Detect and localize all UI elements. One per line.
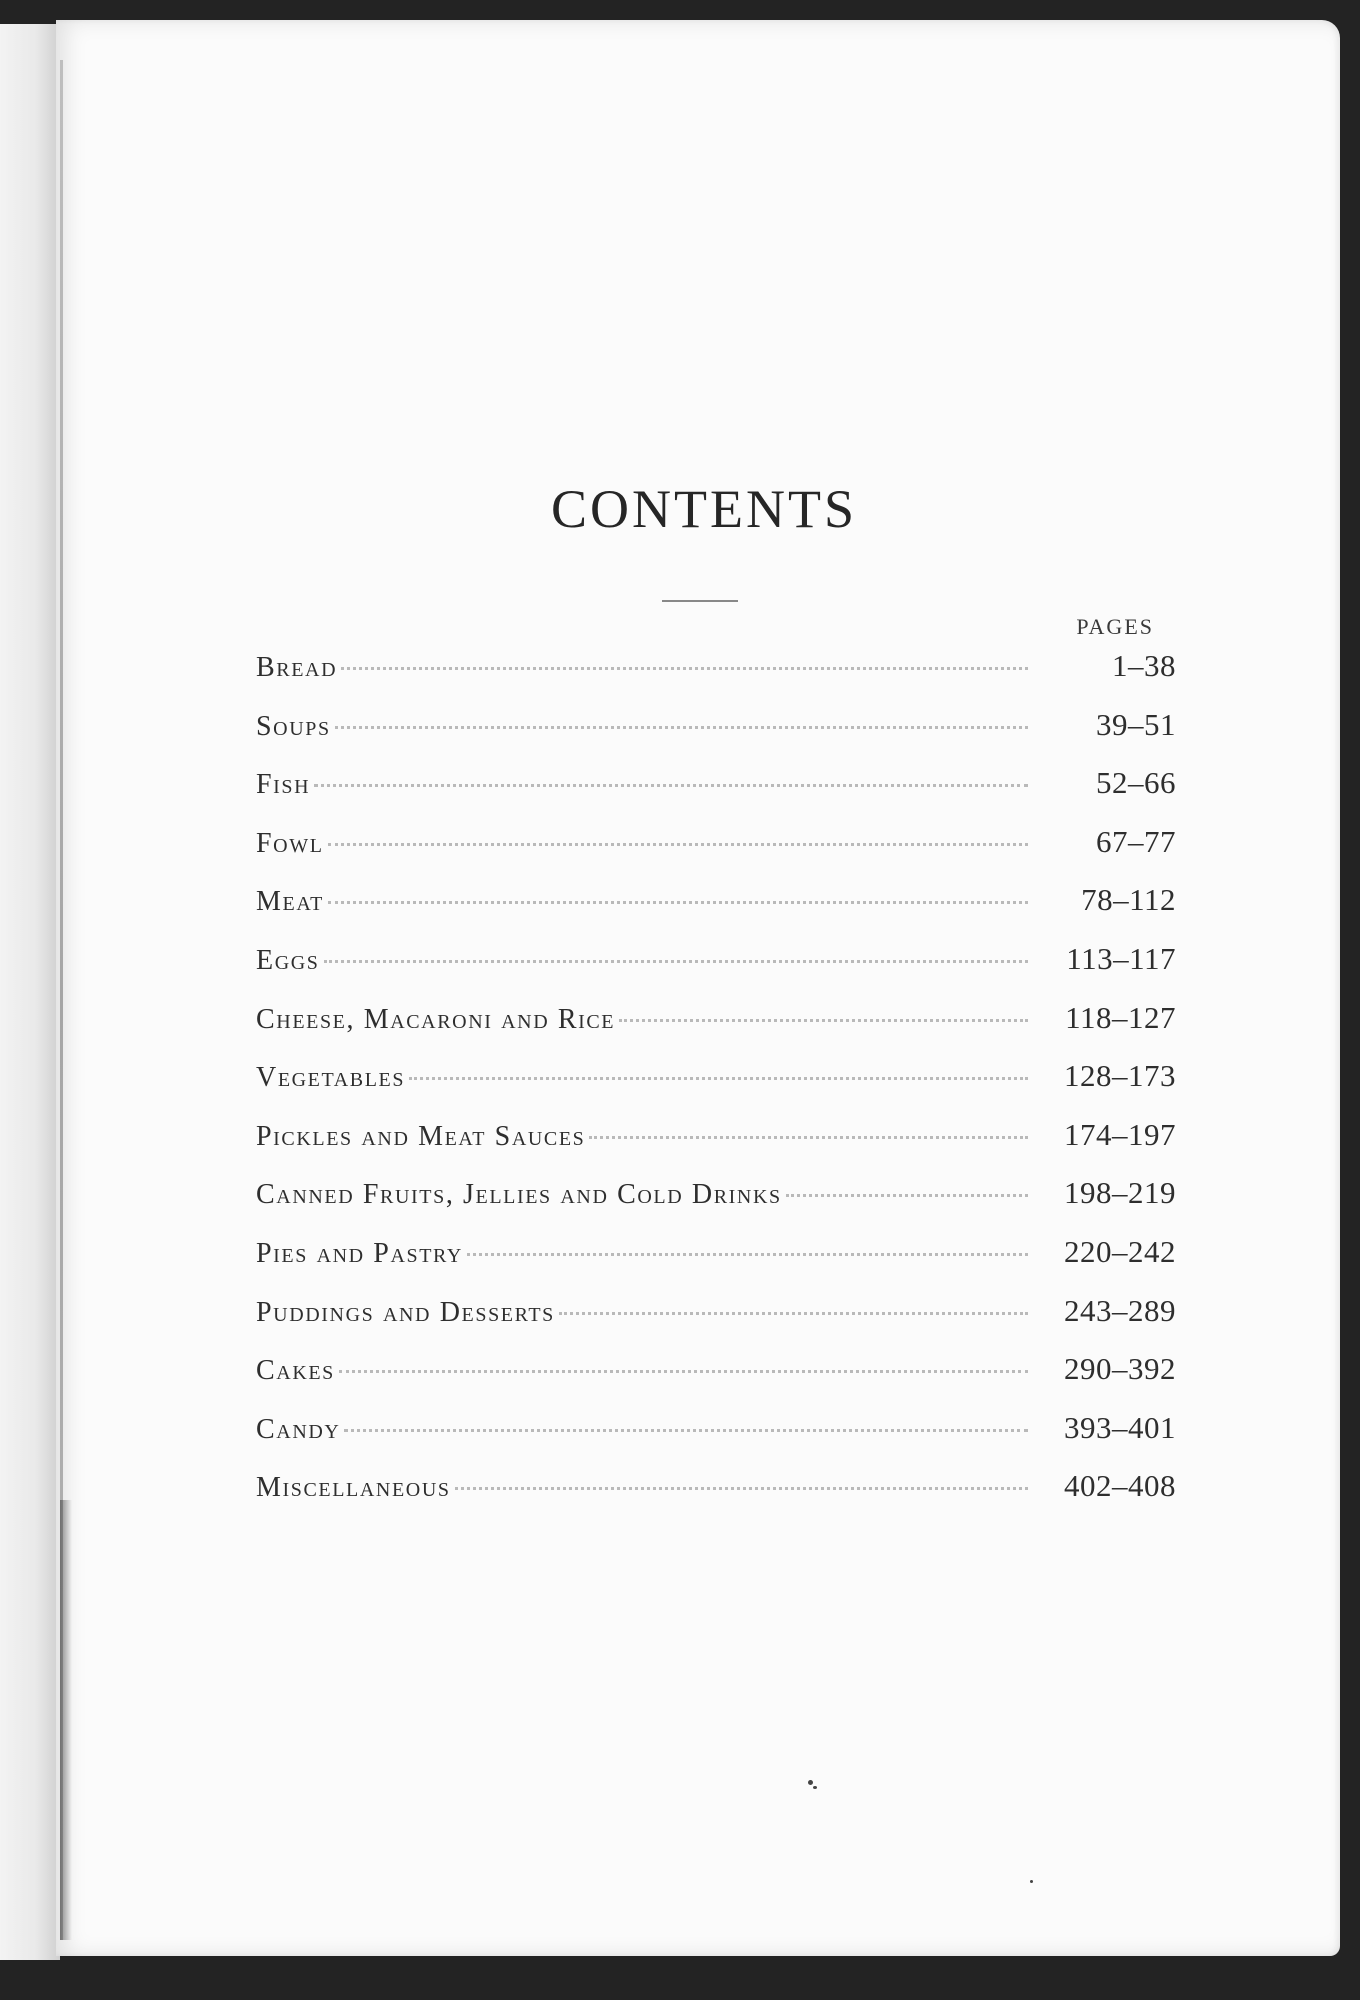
toc-entry <box>256 1117 1176 1176</box>
toc-dot-leader <box>341 667 1028 670</box>
toc-dot-leader <box>328 901 1028 904</box>
toc-entry-label: Bread <box>256 652 338 683</box>
toc-entry-label: Soups <box>256 710 331 742</box>
table-of-contents <box>256 648 1176 1527</box>
toc-entry-pages: 393–401 <box>1064 1409 1176 1445</box>
page-title: CONTENTS <box>551 479 857 539</box>
toc-entry <box>256 1234 1176 1293</box>
scan-speck <box>813 1786 817 1789</box>
toc-dot-leader <box>335 726 1028 729</box>
toc-entry <box>256 648 1176 707</box>
toc-dot-leader <box>559 1312 1028 1315</box>
toc-dot-leader <box>324 960 1028 963</box>
toc-entry <box>256 1410 1176 1469</box>
toc-entry-pages: 174–197 <box>1064 1116 1176 1152</box>
toc-entry <box>256 707 1176 766</box>
toc-entry-label: Fowl <box>256 827 324 859</box>
toc-entry <box>256 824 1176 883</box>
toc-entry-label: Vegetables <box>256 1062 406 1094</box>
toc-dot-leader <box>786 1194 1028 1197</box>
toc-entry-pages: 113–117 <box>1066 940 1176 976</box>
toc-entry <box>256 1293 1176 1352</box>
toc-entry-label: Miscellaneous <box>256 1472 451 1504</box>
toc-entry-label: Eggs <box>256 944 320 976</box>
toc-entry <box>256 1468 1176 1527</box>
toc-entry-label: Pickles and Meat Sauces <box>256 1120 586 1152</box>
toc-dot-leader <box>589 1136 1028 1139</box>
title-rule <box>662 600 738 602</box>
scan-speck <box>1030 1880 1033 1883</box>
toc-entry-pages: 118–127 <box>1065 999 1176 1035</box>
toc-entry-pages: 290–392 <box>1064 1351 1176 1387</box>
toc-entry-label: Canned Fruits, Jellies and Cold Drinks <box>256 1179 782 1211</box>
toc-entry-pages: 198–219 <box>1064 1175 1176 1211</box>
pages-column-header: PAGES <box>1076 614 1154 639</box>
toc-entry-pages: 220–242 <box>1064 1233 1176 1269</box>
toc-entry <box>256 1000 1176 1059</box>
toc-dot-leader <box>339 1370 1028 1373</box>
toc-entry-pages: 402–408 <box>1064 1468 1176 1504</box>
toc-entry-label: Cakes <box>256 1355 335 1387</box>
toc-entry-pages: 39–51 <box>1096 706 1176 742</box>
facing-page-edge <box>0 24 60 1960</box>
toc-entry <box>256 765 1176 824</box>
toc-entry-pages: 128–173 <box>1064 1058 1176 1094</box>
toc-entry-label: Pies and Pastry <box>256 1237 463 1269</box>
toc-entry-label: Cheese, Macaroni and Rice <box>256 1003 616 1035</box>
toc-dot-leader <box>455 1487 1028 1490</box>
toc-dot-leader <box>467 1253 1028 1256</box>
toc-entry <box>256 882 1176 941</box>
toc-dot-leader <box>619 1019 1028 1022</box>
toc-entry-label: Puddings and Desserts <box>256 1296 555 1328</box>
toc-dot-leader <box>314 784 1028 787</box>
toc-entry-label: Candy <box>256 1413 341 1445</box>
toc-entry-label: Fish <box>256 769 311 801</box>
toc-entry-pages: 243–289 <box>1064 1292 1176 1328</box>
toc-entry <box>256 1058 1176 1117</box>
toc-dot-leader <box>409 1077 1028 1080</box>
toc-entry-label: Meat <box>256 886 324 918</box>
toc-dot-leader <box>344 1429 1028 1432</box>
toc-entry-pages: 52–66 <box>1096 765 1176 801</box>
toc-entry-pages: 78–112 <box>1081 882 1176 918</box>
toc-entry <box>256 941 1176 1000</box>
toc-entry-pages: 67–77 <box>1096 823 1176 859</box>
gutter-shadow <box>60 1500 72 1940</box>
toc-dot-leader <box>328 843 1028 846</box>
scan-speck <box>808 1780 813 1785</box>
toc-entry-pages: 1–38 <box>1112 648 1176 683</box>
toc-entry <box>256 1175 1176 1234</box>
toc-entry <box>256 1351 1176 1410</box>
